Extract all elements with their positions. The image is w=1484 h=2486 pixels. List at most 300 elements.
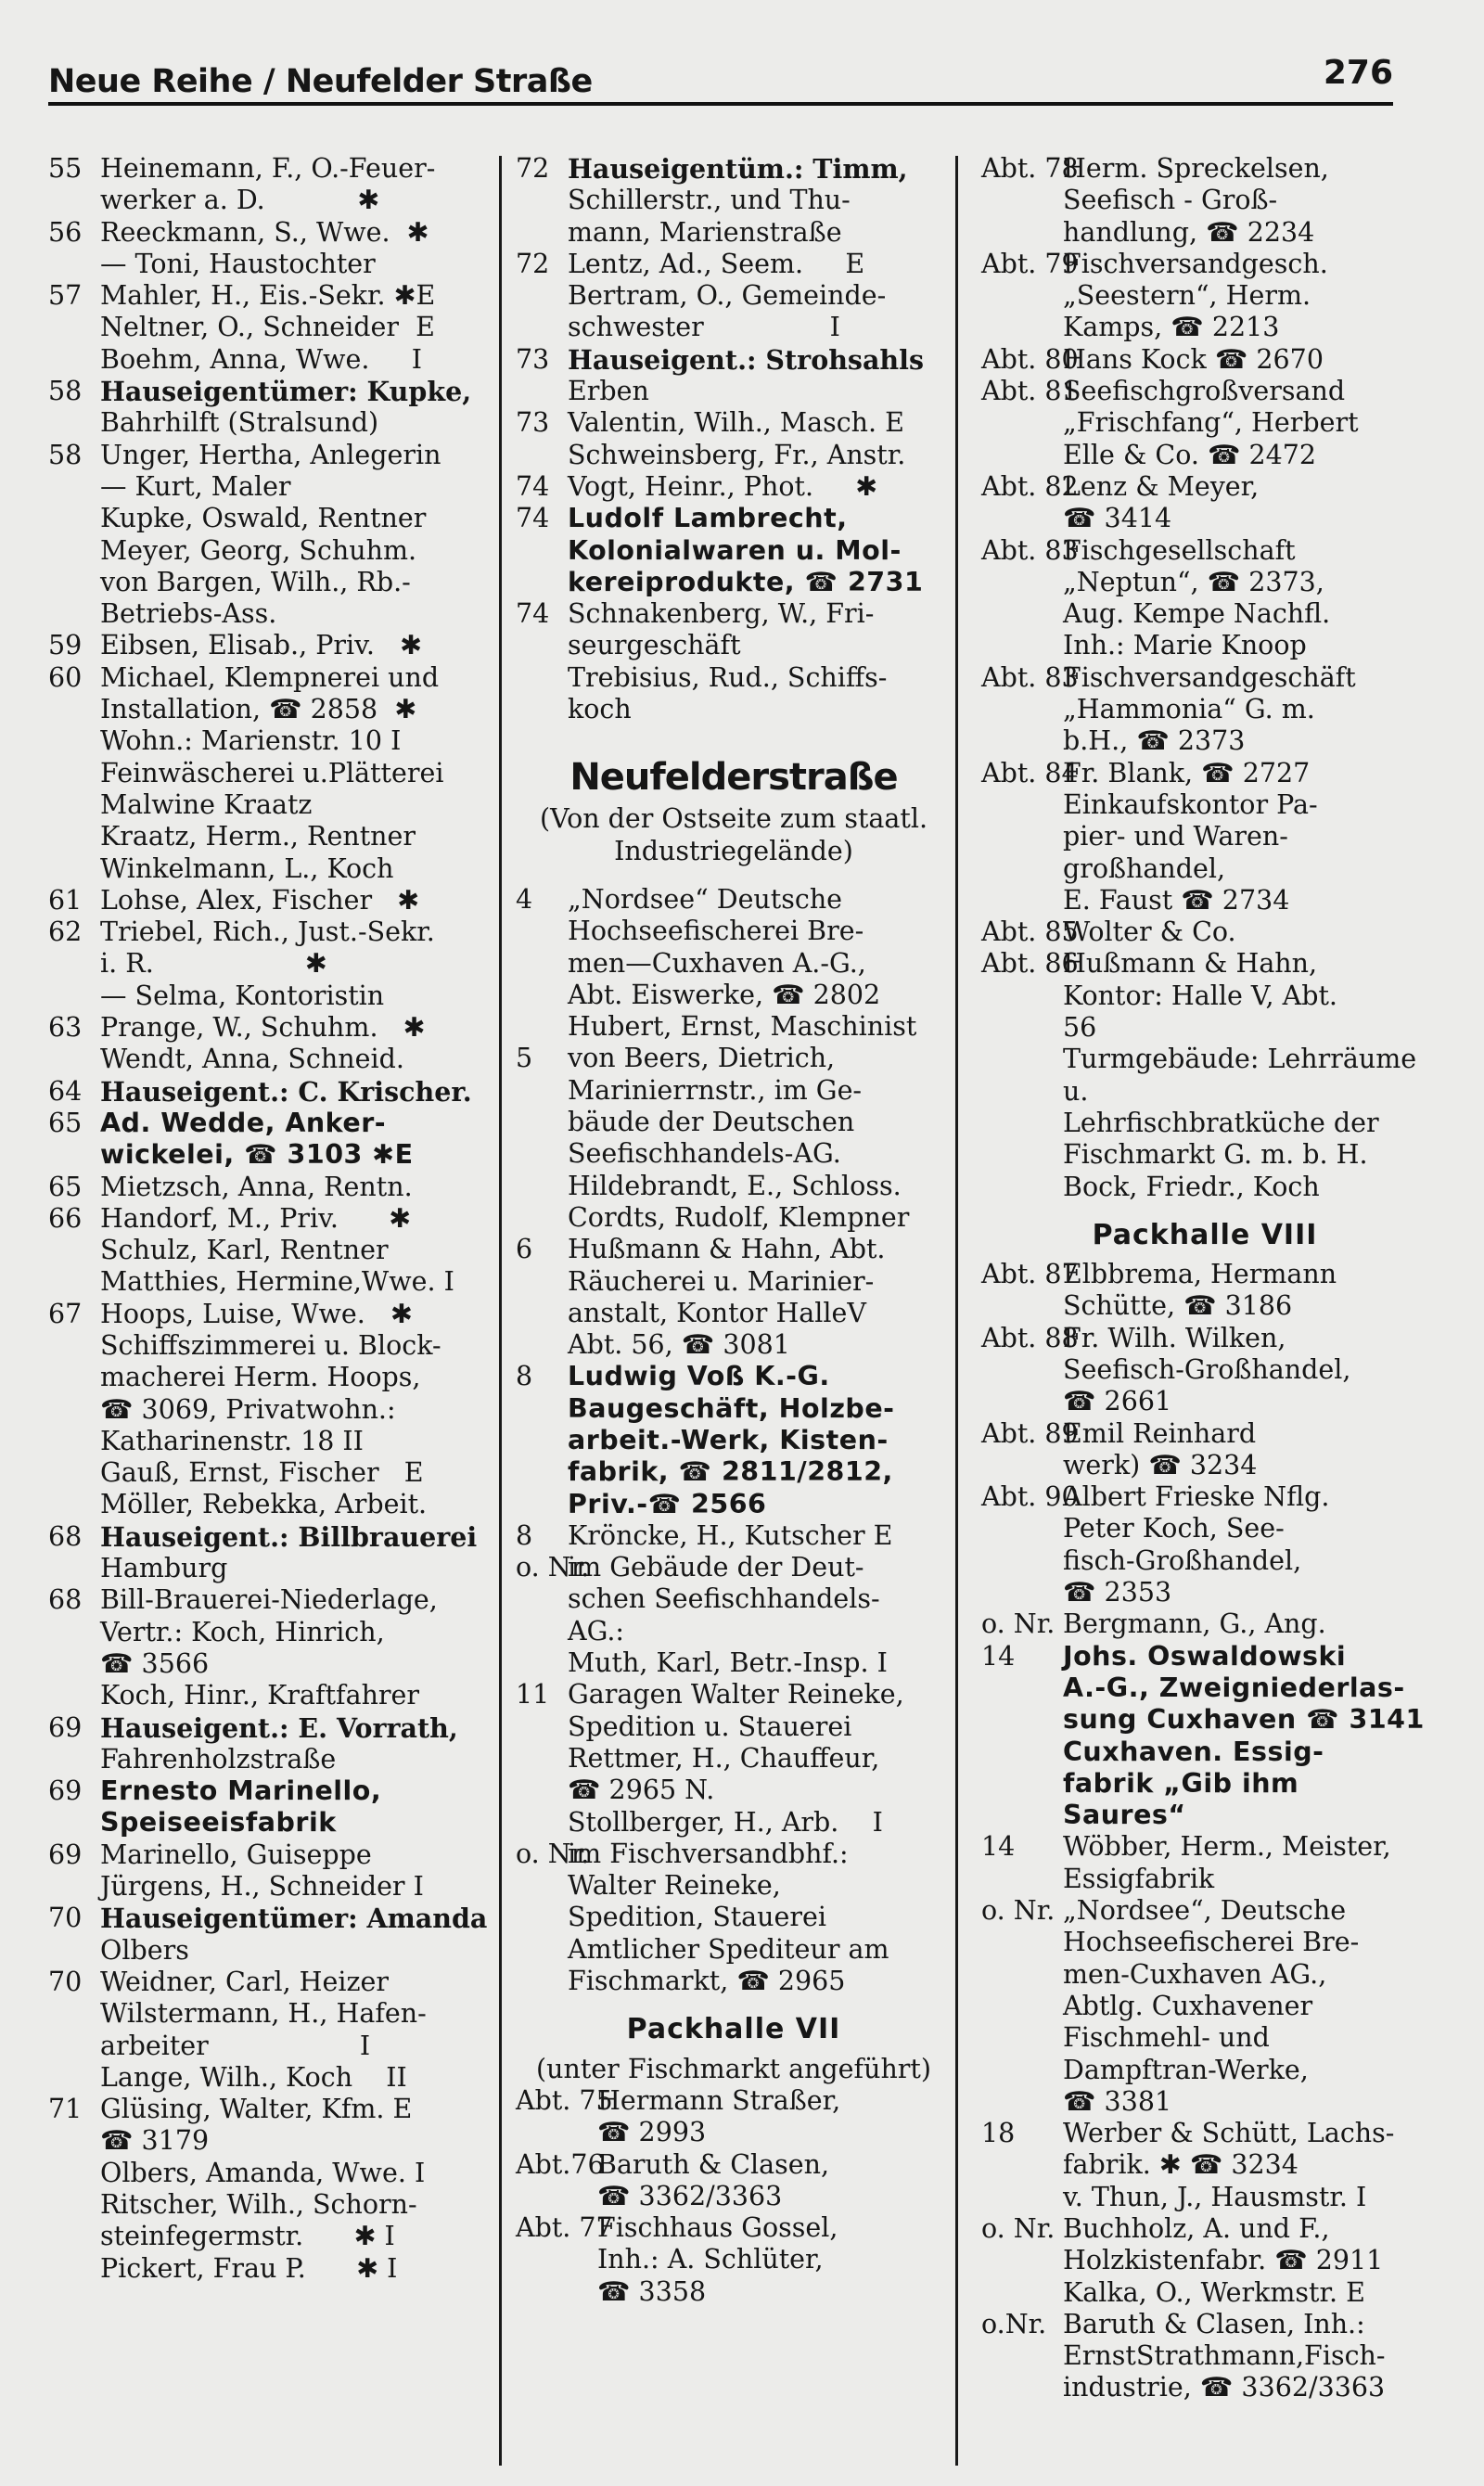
entry-line: Schweinsberg, Fr., Anstr. [568,439,906,470]
entry-line: Spedition u. Stauerei [568,1711,852,1742]
house-number: 70 [48,1903,83,1934]
entry-line: Johs. Oswaldowski [1063,1640,1347,1672]
entry-line: Hauseigent.: Billbrauerei [100,1520,478,1553]
entry-text [1063,2309,1428,2404]
entry-line: Ludolf Lambrecht, [568,503,848,534]
entry-text [1063,344,1428,376]
entry-line: Michael, Klempnerei und [100,661,440,693]
directory-entry [48,1521,505,1585]
entry-text [1063,2182,1428,2213]
entry-line: Weidner, Carl, Heizer [100,1966,390,1997]
entry-line: — Selma, Kontoristin [100,980,385,1011]
column-2 [516,153,952,2472]
entry-text [100,1584,505,1711]
entry-line: Kröncke, H., Kutscher E [568,1519,893,1551]
entry-line: schwester I [568,312,840,343]
entry-line: Heinemann, F., O.-Feuer- [100,153,436,184]
house-number: 74 [516,503,550,534]
entry-line: Ritscher, Wilh., Schorn- [100,2189,417,2220]
packhalle-heading: Packhalle VIII [1092,1218,1318,1251]
entry-line: Unger, Hertha, Anlegerin [100,439,441,470]
entry-line: von Bargen, Wilh., Rb.- [100,566,411,597]
directory-entry [48,376,505,440]
directory-entry [48,440,505,631]
entry-line: fabrik, ☎ 2811/2812, [568,1456,893,1488]
entry-text [1063,376,1428,471]
entry-line: Vogt, Heinr., Phot. ✱ [568,470,878,502]
house-number: 14 [981,1831,1016,1863]
entry-text [100,217,505,281]
entry-text [568,249,952,344]
entry-line: Installation, ☎ 2858 ✱ [100,694,417,725]
directory-entry [981,1831,1428,1895]
directory-entry [981,1641,1428,1832]
entry-line: Malwine Kraatz [100,788,313,820]
entry-line: Lange, Wilh., Koch II [100,2061,407,2093]
directory-entry [981,1044,1428,1202]
entry-line: Abt. Eiswerke, ☎ 2802 [568,979,881,1010]
house-number: 69 [48,1775,83,1807]
house-number: 64 [48,1075,83,1107]
entry-line: Fischhaus Gossel, [597,2212,838,2244]
entry-line: Hubert, Ernst, Maschinist [568,1011,917,1043]
entry-line: Inh.: Marie Knoop [1063,630,1307,661]
entry-line: Winkelmann, L., Koch [100,852,394,884]
house-number: 8 [516,1519,533,1551]
entry-line: Katharinenstr. 18 II [100,1425,364,1456]
entry-line: Hauseigentüm.: Timm, [568,153,908,185]
house-number: Abt. 83 [981,661,1079,693]
house-number: 57 [48,280,83,312]
entry-line: koch [568,694,632,725]
entry-line: Abt. 56, ☎ 3081 [568,1329,790,1361]
entry-text [568,1043,952,1234]
directory-entry [516,598,952,725]
entry-line: mann, Marienstraße [568,216,842,248]
entry-line: men—Cuxhaven A.-G., [568,947,866,979]
house-number: 6 [516,1234,533,1265]
entry-line: ErnstStrathmann,Fisch- [1063,2340,1386,2372]
directory-entry [516,249,952,344]
directory-entry [981,1895,1428,2118]
entry-text [568,1839,952,1997]
street-subheading: (Von der Ostseite zum staatl. [539,803,928,835]
house-number: Abt. 88 [981,1322,1079,1353]
entry-line: „Frischfang“, Herbert [1063,407,1359,439]
directory-entry [48,916,505,1012]
entry-text [1063,249,1428,344]
directory-entry [981,153,1428,249]
page-header [48,54,1393,109]
directory-entry [516,1361,952,1519]
entry-line: Wilstermann, H., Hafen- [100,1998,427,2030]
entry-text [568,884,952,1043]
entry-text [100,1521,505,1585]
entry-line: Hoops, Luise, Wwe. ✱ [100,1298,413,1329]
directory-entry [48,662,505,885]
house-number: Abt. 78 [981,153,1079,184]
entry-line: Speiseeisfabrik [100,1807,337,1839]
house-number: o. Nr. [981,1608,1055,1640]
house-number: 5 [516,1043,533,1074]
entry-line: AG.: [568,1615,624,1647]
directory-entry [48,630,505,661]
entry-line: arbeit.-Werk, Kisten- [568,1424,889,1455]
entry-line: Schütte, ☎ 3186 [1063,1290,1293,1322]
entry-line: pier- und Waren- [1063,821,1288,852]
directory-entry [48,1172,505,1203]
house-number: 68 [48,1520,83,1552]
entry-line: b.H., ☎ 2373 [1063,725,1246,757]
entry-line: Mahler, H., Eis.-Sekr. ✱E [100,280,436,312]
entry-line: Ad. Wedde, Anker- [100,1107,387,1138]
entry-line: Lentz, Ad., Seem. E [568,248,865,279]
entry-text [1063,758,1428,916]
entry-line: Inh.: A. Schlüter, [597,2244,824,2275]
entry-line: Schillerstr., und Thu- [568,185,851,216]
house-number: Abt. 85 [981,916,1079,948]
entry-line: Marinierrnstr., im Ge- [568,1074,863,1106]
entry-line: Hauseigent.: E. Vorrath, [100,1711,458,1744]
entry-line: Lehrfischbratküche der [1063,1107,1379,1138]
entry-text [1063,1895,1428,2118]
spacer [516,867,952,884]
entry-line: Cuxhaven. Essig- [1063,1736,1324,1767]
entry-line: fisch-Großhandel, [1063,1544,1302,1576]
entry-line: Seefisch-Großhandel, [1063,1353,1351,1385]
directory-entry [48,1012,505,1076]
directory-entry [48,1203,505,1299]
entry-line: Kontor: Halle V, Abt. [1063,980,1337,1011]
house-number: 70 [48,1966,83,1997]
entry-line: „Neptun“, ☎ 2373, [1063,566,1324,597]
entry-text [100,1108,505,1172]
entry-line: Fischmarkt, ☎ 2965 [568,1966,846,1997]
entry-line: Baugeschäft, Holzbe- [568,1392,895,1424]
entry-line: Holzkistenfabr. ☎ 2911 [1063,2245,1384,2276]
house-number: 63 [48,1012,83,1044]
house-number: 72 [516,153,550,184]
entry-line: ☎ 3358 [597,2275,707,2307]
house-number: 11 [516,1679,550,1711]
entry-line: Matthies, Hermine,Wwe. I [100,1266,454,1298]
house-number: 73 [516,407,550,439]
entry-line: schen Seefischhandels- [568,1583,880,1615]
entry-line: „Nordsee“ Deutsche [568,883,843,915]
entry-line: Olbers [100,1934,189,1966]
house-number: Abt. 86 [981,948,1079,980]
entry-line: Herm. Spreckelsen, [1063,153,1329,184]
directory-entry [981,1481,1428,1608]
house-number: 4 [516,883,533,915]
entry-line: Eibsen, Elisab., Priv. ✱ [100,630,422,661]
entry-line: Hamburg [100,1553,228,1584]
entry-line: Kalka, O., Werkmstr. E [1063,2276,1365,2308]
entry-line: im Gebäude der Deut- [568,1552,864,1583]
entry-text [568,344,952,408]
entry-line: 56 [1063,1012,1097,1044]
entry-text [568,1679,952,1838]
entry-text [568,598,952,725]
directory-entry [981,2182,1428,2213]
house-number: 65 [48,1171,83,1202]
entry-text [100,1839,505,1903]
entry-line: Kamps, ☎ 2213 [1063,312,1280,343]
directory-entry [516,471,952,503]
directory-entry [981,1418,1428,1482]
entry-line: E. Faust ☎ 2734 [1063,884,1290,916]
entry-line: Amtlicher Spediteur am [568,1933,889,1965]
house-number: 61 [48,884,83,916]
entry-text [1063,2213,1428,2309]
entry-line: ☎ 3566 [100,1647,210,1679]
directory-entry [48,1712,505,1776]
entry-text [1063,1481,1428,1608]
entry-line: Cordts, Rudolf, Klempner [568,1201,910,1233]
entry-line: Hauseigent.: Strohsahls [568,343,925,376]
directory-entry [48,1903,505,1967]
street-subheading: Industriegelände) [614,835,853,866]
house-number: 68 [48,1584,83,1616]
entry-line: Hildebrandt, E., Schloss. [568,1170,902,1201]
entry-line: Bahrhilft (Stralsund) [100,407,379,439]
entry-line: Aug. Kempe Nachfl. [1063,598,1331,630]
entry-line: Lohse, Alex, Fischer ✱ [100,884,420,916]
entry-text [597,2212,952,2308]
entry-text [1063,1831,1428,1895]
entry-line: im Fischversandbhf.: [568,1838,849,1869]
house-number: o. Nr. [516,1838,590,1869]
entry-line: Garagen Walter Reineke, [568,1679,904,1711]
entry-line: von Beers, Dietrich, [568,1043,836,1074]
entry-line: „Seestern“, Herm. [1063,280,1311,312]
directory-entry [516,2085,952,2149]
entry-line: Kolonialwaren u. Mol- [568,534,902,566]
entry-text [100,1967,505,2094]
entry-line: Neltner, O., Schneider E [100,312,435,343]
entry-line: ☎ 3414 [1063,503,1172,534]
entry-text [1063,153,1428,249]
house-number: Abt. 80 [981,343,1079,375]
entry-line: A.-G., Zweigniederlas- [1063,1672,1405,1703]
entry-line: Werber & Schütt, Lachs- [1063,2118,1395,2149]
entry-text [100,1172,505,1203]
house-number: 8 [516,1361,533,1392]
house-number: 60 [48,661,83,693]
entry-line: Schnakenberg, W., Fri- [568,598,875,630]
column-3 [981,153,1428,2472]
page-number: 276 [1323,54,1393,92]
house-number: Abt. 90 [981,1481,1079,1513]
column-divider [955,156,958,2466]
directory-entry [48,1967,505,2094]
entry-line: Bergmann, G., Ang. [1063,1608,1326,1640]
entry-text [100,1775,505,1839]
entry-text [597,2149,952,2213]
entry-text [1063,1323,1428,1418]
entry-line: Buchholz, A. und F., [1063,2213,1330,2244]
entry-line: Dampftran-Werke, [1063,2054,1309,2085]
entry-line: Abtlg. Cuxhavener [1063,1990,1313,2021]
entry-line: ☎ 2661 [1063,1386,1172,1417]
entry-line: Glüsing, Walter, Kfm. E [100,2094,413,2125]
entry-line: Elle & Co. ☎ 2472 [1063,439,1317,470]
entry-line: Möller, Rebekka, Arbeit. [100,1489,428,1520]
house-number: 72 [516,248,550,279]
entry-line: fabrik „Gib ihm [1063,1767,1299,1799]
entry-line: ☎ 3362/3363 [597,2180,783,2211]
directory-entry [48,1299,505,1521]
entry-text [1063,2118,1428,2182]
entry-line: Lenz & Meyer, [1063,470,1260,502]
directory-entry [981,2213,1428,2309]
entry-text [100,885,505,916]
entry-line: wickelei, ☎ 3103 ✱E [100,1139,414,1171]
entry-text [100,280,505,376]
entry-text [100,153,505,217]
entry-line: Spedition, Stauerei [568,1902,826,1933]
entry-text [1063,1259,1428,1323]
entry-line: Hochseefischerei Bre- [568,916,864,947]
house-number: Abt. 77 [516,2212,613,2244]
directory-entry [48,217,505,281]
entry-line: Ludwig Voß K.-G. [568,1361,830,1392]
entry-text [100,1203,505,1299]
entry-line: arbeiter I [100,2030,371,2061]
entry-line: Prange, W., Schuhm. ✱ [100,1012,426,1044]
entry-text [1063,662,1428,758]
entry-line: Koch, Hinr., Kraftfahrer [100,1680,420,1711]
house-number: 59 [48,630,83,661]
entry-line: Hermann Straßer, [597,2084,841,2116]
entry-line: Wolter & Co. [1063,916,1236,948]
entry-text [1063,948,1428,1044]
house-number: 71 [48,2094,83,2125]
column-1 [48,153,505,2472]
directory-entry [48,1775,505,1839]
page-title: Neue Reihe / Neufelder Straße [48,63,593,100]
entry-line: Priv.-☎ 2566 [568,1488,767,1519]
entry-text [100,440,505,631]
entry-line: anstalt, Kontor HalleV [568,1297,866,1328]
house-number: 74 [516,598,550,630]
house-number: o. Nr. [981,1895,1055,1927]
directory-entry [48,1584,505,1711]
directory-entry [516,2212,952,2308]
entry-line: Wendt, Anna, Schneid. [100,1044,404,1075]
house-number: Abt. 84 [981,757,1079,788]
entry-line: ☎ 3069, Privatwohn.: [100,1393,396,1425]
house-number: Abt. 87 [981,1259,1079,1290]
directory-entry [981,2309,1428,2404]
directory-entry [981,2118,1428,2182]
entry-line: Marinello, Guiseppe [100,1839,372,1870]
entry-line: Rettmer, H., Chauffeur, [568,1742,880,1774]
entry-text [568,1552,952,1679]
entry-text [568,503,952,598]
entry-line: Pickert, Frau P. ✱ I [100,2252,398,2284]
entry-line: Vertr.: Koch, Hinrich, [100,1616,385,1647]
entry-text [1063,1608,1428,1640]
directory-entry [981,662,1428,758]
entry-line: Stollberger, H., Arb. I [568,1806,883,1838]
entry-line: Fischversandgeschäft [1063,661,1356,693]
entry-text [1063,1044,1428,1202]
entry-line: Turmgebäude: Lehrräume u. [1063,1044,1426,1107]
directory-entry [48,1839,505,1903]
entry-line: Valentin, Wilh., Masch. E [568,407,904,439]
entry-text [568,1361,952,1519]
entry-line: Erben [568,376,649,407]
entry-line: v. Thun, J., Hausmstr. I [1063,2181,1367,2212]
entry-line: ☎ 3179 [100,2125,210,2157]
entry-text [1063,1641,1428,1832]
entry-line: Seefisch - Groß- [1063,185,1278,216]
entry-line: Baruth & Clasen, [597,2148,830,2180]
entry-line: Hans Kock ☎ 2670 [1063,343,1324,375]
directory-entry [48,1108,505,1172]
directory-entry [516,153,952,249]
house-number: 55 [48,153,83,184]
house-number: 65 [48,1107,83,1138]
house-number: 18 [981,2118,1016,2149]
entry-line: Emil Reinhard [1063,1417,1257,1449]
entry-text [100,662,505,885]
entry-line: Einkaufskontor Pa- [1063,788,1318,820]
entry-line: Betriebs-Ass. [100,598,277,630]
entry-line: Trebisius, Rud., Schiffs- [568,661,888,693]
directory-entry [516,1679,952,1838]
entry-text [100,1299,505,1521]
directory-entry [981,471,1428,535]
entry-line: Fr. Blank, ☎ 2727 [1063,757,1311,788]
entry-line: Hochseefischerei Bre- [1063,1927,1360,1958]
house-number: 58 [48,376,83,407]
directory-entry [516,503,952,598]
entry-line: Hauseigentümer: Amanda [100,1903,488,1935]
directory-entry [516,344,952,408]
entry-line: Olbers, Amanda, Wwe. I [100,2157,426,2188]
entry-line: Handorf, M., Priv. ✱ [100,1202,412,1234]
entry-line: fabrik. ✱ ☎ 3234 [1063,2149,1298,2181]
entry-text [1063,1418,1428,1482]
house-number: Abt.76 [516,2148,605,2180]
entry-line: sung Cuxhaven ☎ 3141 [1063,1704,1425,1736]
entry-text [100,916,505,1012]
entry-line: Essigfabrik [1063,1863,1215,1894]
entry-text [568,1520,952,1552]
entry-text [100,1712,505,1776]
entry-text [100,630,505,661]
directory-entry [48,885,505,916]
packhalle-heading: Packhalle VII [626,2013,841,2046]
entry-text [568,471,952,503]
entry-text [1063,916,1428,948]
entry-text [100,1012,505,1076]
entry-text [568,407,952,471]
entry-line: Peter Koch, See- [1063,1513,1285,1544]
entry-line: Baruth & Clasen, Inh.: [1063,2308,1365,2339]
entry-line: Hußmann & Hahn, [1063,948,1318,980]
entry-line: Muth, Karl, Betr.-Insp. I [568,1647,888,1679]
house-number: 58 [48,439,83,470]
entry-line: „Hammonia“ G. m. [1063,694,1315,725]
house-number: o. Nr. [516,1552,590,1583]
entry-line: Feinwäscherei u.Plätterei [100,757,444,788]
directory-entry [981,376,1428,471]
entry-line: Bock, Friedr., Koch [1063,1171,1320,1202]
entry-line: macherei Herm. Hoops, [100,1362,421,1393]
